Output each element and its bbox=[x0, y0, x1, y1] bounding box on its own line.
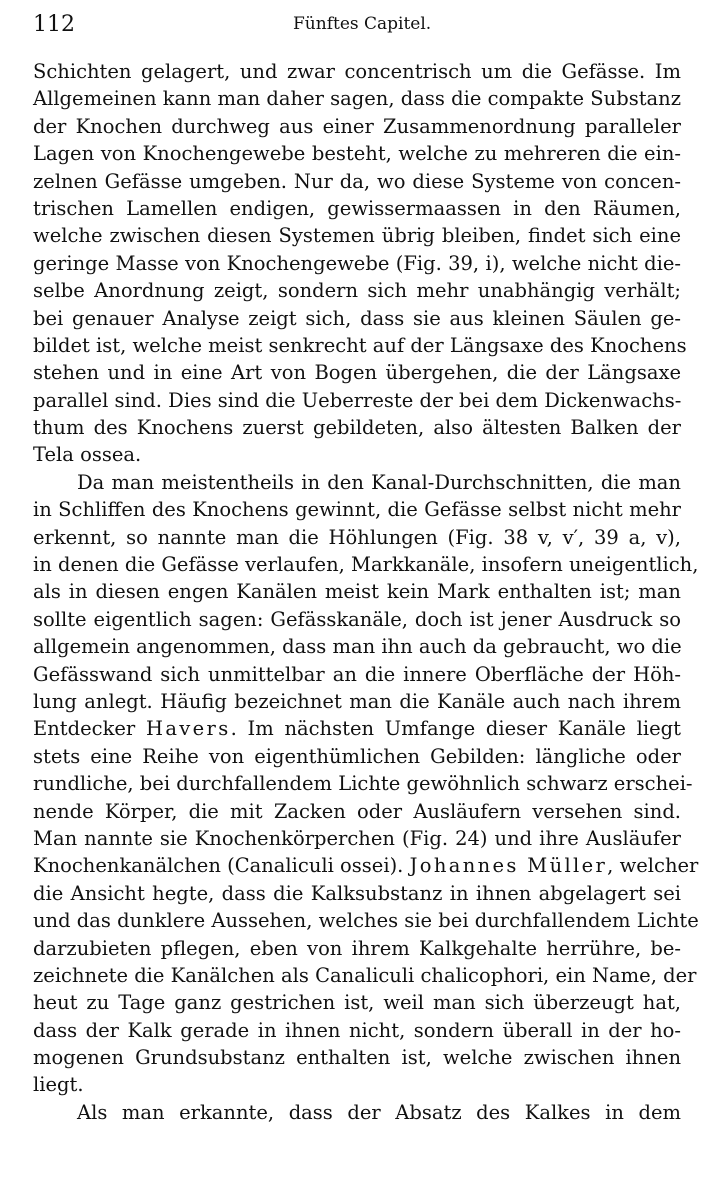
text-line: darzubieten pflegen, eben von ihrem Kalkgehalte herrühre, be- bbox=[33, 936, 681, 960]
text-line: sollte eigentlich sagen: Gefässkanäle, doch ist jener Ausdruck so bbox=[33, 607, 681, 631]
text-line: in Schliffen des Knochens gewinnt, die Gefässe selbst nicht mehr bbox=[33, 498, 681, 522]
text-line: parallel sind. Dies sind die Ueberreste der bei dem Dickenwachs- bbox=[33, 388, 682, 412]
text-line: selbe Anordnung zeigt, sondern sich mehr unabhängig verhält; bbox=[33, 279, 681, 303]
text-line: und das dunklere Aussehen, welches sie bei durchfallendem Lichte bbox=[33, 909, 699, 933]
text-line: heut zu Tage ganz gestrichen ist, weil man sich überzeugt hat, bbox=[33, 991, 681, 1015]
page-number: 112 bbox=[33, 12, 75, 37]
text-segment: , welcher bbox=[607, 854, 699, 878]
text-line: Schichten gelagert, und zwar concentrisch um die Gefässe. Im bbox=[33, 60, 681, 83]
person-name-mueller: Johannes Müller bbox=[409, 854, 608, 878]
text-line: geringe Masse von Knochengewebe (Fig. 39, i), welche nicht die- bbox=[33, 251, 681, 275]
text-line: trischen Lamellen endigen, gewissermaassen in den Räumen, bbox=[33, 196, 681, 220]
text-line: zeichnete die Kanälchen als Canaliculi chalicophori, ein Name, der bbox=[33, 963, 697, 987]
text-line: zelnen Gefässe umgeben. Nur da, wo diese Systeme von concen- bbox=[33, 169, 681, 193]
text-line: Allgemeinen kann man daher sagen, dass die compakte Substanz bbox=[33, 87, 681, 111]
text-line: bildet ist, welche meist senkrecht auf der Längsaxe des Knochens bbox=[33, 333, 687, 357]
text-line: in denen die Gefässe verlaufen, Markkanäle, insofern uneigentlich, bbox=[33, 553, 699, 577]
text-segment: . Im nächsten Umfange dieser Kanäle liegt bbox=[230, 717, 681, 741]
text-line: stets eine Reihe von eigenthümlichen Gebilden: längliche oder bbox=[33, 744, 681, 768]
text-line: Als man erkannte, dass der Absatz des Kalkes in dem bbox=[77, 1100, 681, 1124]
text-line: der Knochen durchweg aus einer Zusammenordnung paralleler bbox=[33, 114, 681, 138]
text-line: als in diesen engen Kanälen meist kein Mark enthalten ist; man bbox=[33, 580, 681, 604]
text-segment: Knochenkanälchen (Canaliculi ossei). bbox=[33, 854, 410, 878]
text-line: welche zwischen diesen Systemen übrig bleiben, findet sich eine bbox=[33, 224, 681, 248]
page-header bbox=[33, 12, 678, 42]
text-line-havers bbox=[33, 715, 681, 742]
text-line: Lagen von Knochengewebe besteht, welche zu mehreren die ein- bbox=[33, 142, 681, 166]
text-line-mueller bbox=[33, 852, 699, 879]
text-line: erkennt, so nannte man die Höhlungen (Fig. 38 v, v′, 39 a, v), bbox=[33, 525, 681, 549]
text-line: Tela ossea. bbox=[33, 443, 142, 467]
text-line: mogenen Grundsubstanz enthalten ist, welche zwischen ihnen bbox=[33, 1046, 681, 1070]
text-line: stehen und in eine Art von Bogen übergehen, die der Längsaxe bbox=[33, 361, 681, 385]
person-name-havers: Havers bbox=[146, 717, 231, 741]
text-line: Da man meistentheils in den Kanal-Durchschnitten, die man bbox=[77, 470, 681, 494]
text-line: Man nannte sie Knochenkörperchen (Fig. 24) und ihre Ausläufer bbox=[33, 826, 681, 850]
text-line: nende Körper, die mit Zacken oder Ausläufern versehen sind. bbox=[33, 799, 681, 823]
body-text bbox=[33, 58, 699, 1126]
text-line: liegt. bbox=[33, 1073, 84, 1097]
running-title: Fünftes Capitel. bbox=[293, 14, 432, 34]
text-line: bei genauer Analyse zeigt sich, dass sie aus kleinen Säulen ge- bbox=[33, 306, 681, 330]
text-line: die Ansicht hegte, dass die Kalksubstanz in ihnen abgelagert sei bbox=[33, 881, 681, 905]
text-line: dass der Kalk gerade in ihnen nicht, sondern überall in der ho- bbox=[33, 1018, 681, 1042]
text-line: thum des Knochens zuerst gebildeten, also ältesten Balken der bbox=[33, 416, 681, 440]
text-line: allgemein angenommen, dass man ihn auch da gebraucht, wo die bbox=[33, 635, 682, 659]
text-segment: Entdecker bbox=[33, 717, 146, 741]
text-line: rundliche, bei durchfallendem Lichte gewöhnlich schwarz erschei- bbox=[33, 772, 693, 796]
text-line: Gefässwand sich unmittelbar an die innere Oberfläche der Höh- bbox=[33, 662, 681, 686]
text-line: lung anlegt. Häufig bezeichnet man die Kanäle auch nach ihrem bbox=[33, 689, 681, 713]
